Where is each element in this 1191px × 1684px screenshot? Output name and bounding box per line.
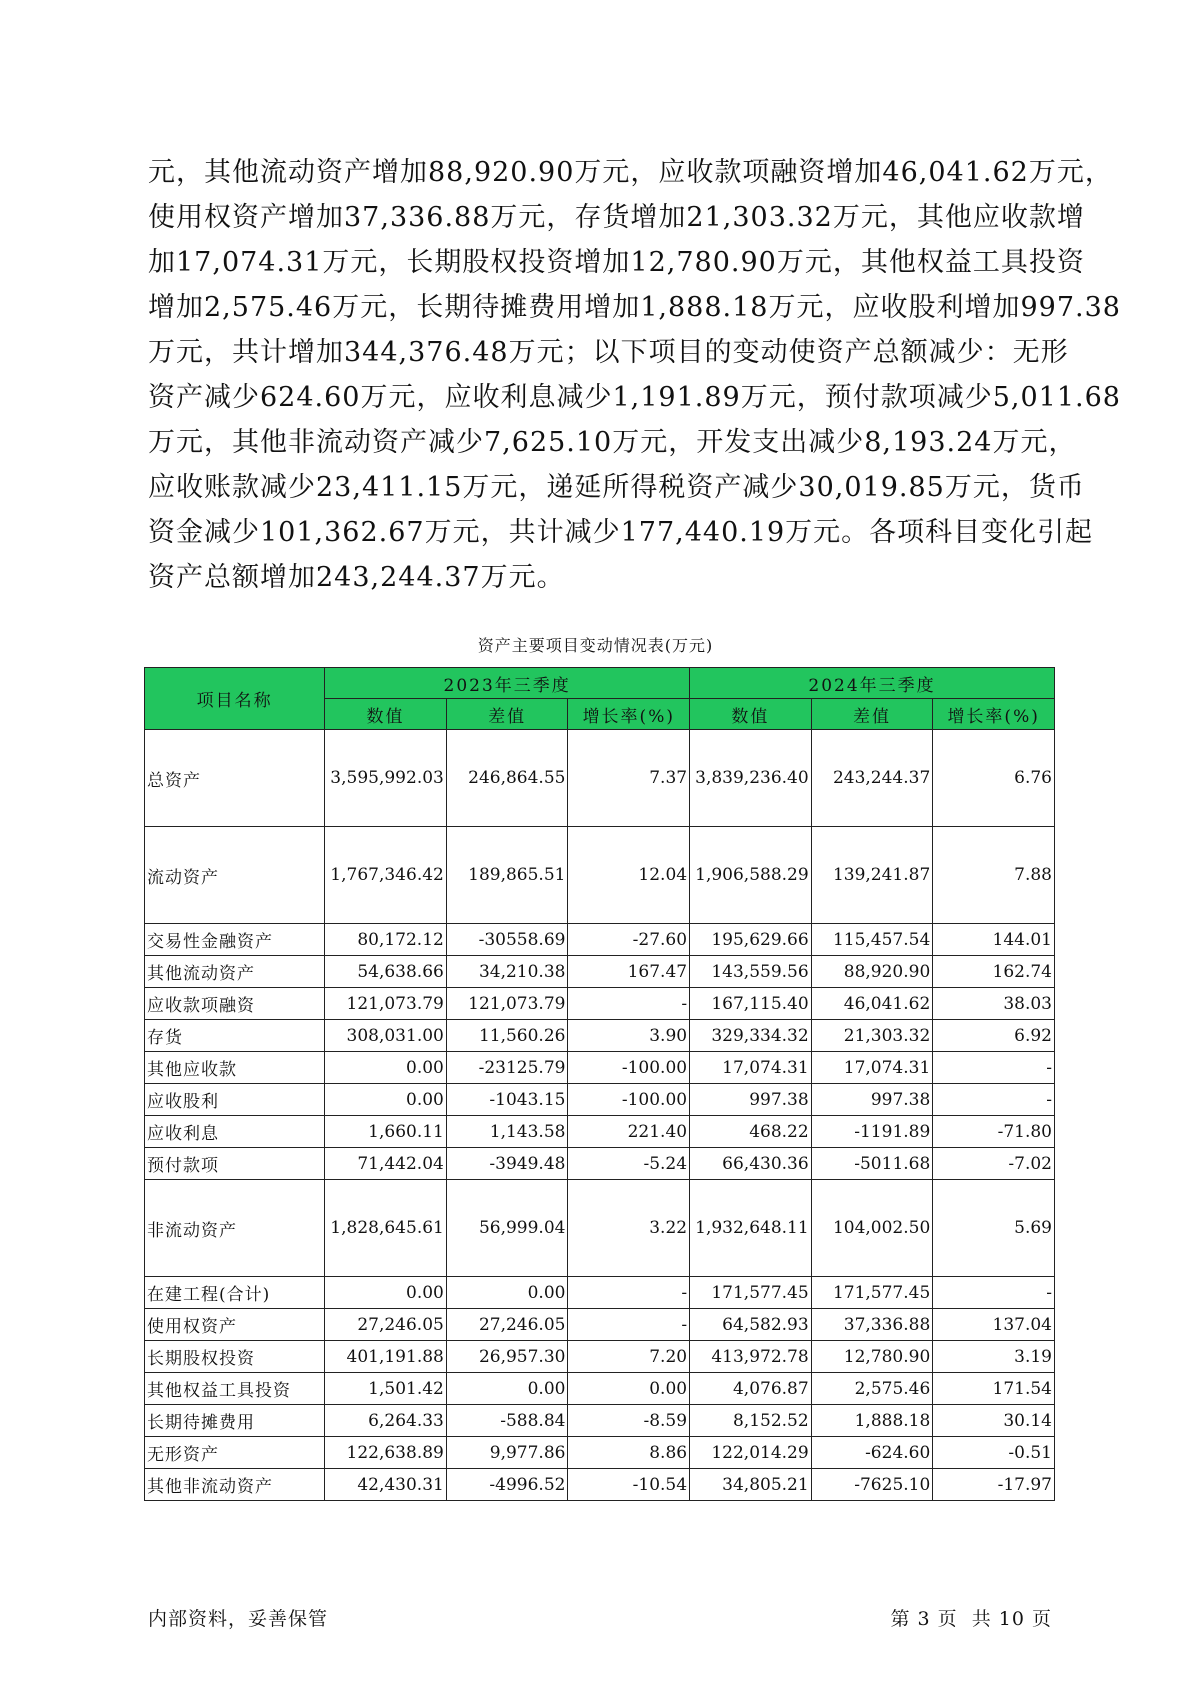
row-item-name: 长期待摊费用 <box>145 1405 325 1437</box>
cell-diff-2023: -1043.15 <box>446 1084 568 1116</box>
cell-diff-2024: 171,577.45 <box>811 1277 933 1309</box>
header-period-2023: 2023年三季度 <box>325 668 690 699</box>
header-item-name: 项目名称 <box>145 668 325 730</box>
cell-diff-2024: 997.38 <box>811 1084 933 1116</box>
cell-value-2023: 308,031.00 <box>325 1020 447 1052</box>
cell-value-2024: 3,839,236.40 <box>690 730 812 827</box>
cell-growth-2023: -27.60 <box>568 924 690 956</box>
header-growth: 增长率(%) <box>933 699 1055 730</box>
cell-growth-2024: 38.03 <box>933 988 1055 1020</box>
cell-growth-2023: -100.00 <box>568 1052 690 1084</box>
cell-growth-2024: 162.74 <box>933 956 1055 988</box>
cell-value-2023: 0.00 <box>325 1084 447 1116</box>
row-item-name: 预付款项 <box>145 1148 325 1180</box>
cell-growth-2023: 167.47 <box>568 956 690 988</box>
cell-growth-2024: -7.02 <box>933 1148 1055 1180</box>
table-row <box>145 827 1055 924</box>
table-row <box>145 1052 1055 1084</box>
cell-diff-2023: 0.00 <box>446 1373 568 1405</box>
table-row <box>145 1437 1055 1469</box>
cell-value-2024: 66,430.36 <box>690 1148 812 1180</box>
cell-value-2024: 195,629.66 <box>690 924 812 956</box>
table-row <box>145 1373 1055 1405</box>
cell-diff-2023: 9,977.86 <box>446 1437 568 1469</box>
row-item-name: 流动资产 <box>145 827 325 924</box>
cell-value-2024: 171,577.45 <box>690 1277 812 1309</box>
cell-value-2024: 17,074.31 <box>690 1052 812 1084</box>
body-paragraph <box>148 150 1121 600</box>
cell-value-2024: 468.22 <box>690 1116 812 1148</box>
cell-value-2023: 0.00 <box>325 1277 447 1309</box>
cell-diff-2024: 104,002.50 <box>811 1180 933 1277</box>
table-row <box>145 1469 1055 1501</box>
header-growth: 增长率(%) <box>568 699 690 730</box>
cell-diff-2023: 0.00 <box>446 1277 568 1309</box>
cell-growth-2023: - <box>568 988 690 1020</box>
table-row <box>145 1309 1055 1341</box>
cell-diff-2024: 17,074.31 <box>811 1052 933 1084</box>
row-item-name: 其他权益工具投资 <box>145 1373 325 1405</box>
row-item-name: 无形资产 <box>145 1437 325 1469</box>
cell-diff-2023: 27,246.05 <box>446 1309 568 1341</box>
cell-diff-2024: -624.60 <box>811 1437 933 1469</box>
paragraph-line: 使用权资产增加37,336.88万元，存货增加21,303.32万元，其他应收款增 <box>148 202 1085 233</box>
cell-growth-2024: - <box>933 1277 1055 1309</box>
cell-diff-2024: 2,575.46 <box>811 1373 933 1405</box>
header-diff: 差值 <box>446 699 568 730</box>
cell-diff-2024: -1191.89 <box>811 1116 933 1148</box>
table-row <box>145 730 1055 827</box>
cell-value-2023: 80,172.12 <box>325 924 447 956</box>
row-item-name: 应收股利 <box>145 1084 325 1116</box>
cell-value-2023: 401,191.88 <box>325 1341 447 1373</box>
paragraph-line: 元，其他流动资产增加88,920.90万元，应收款项融资增加46,041.62万元， <box>148 157 1113 188</box>
cell-growth-2023: -8.59 <box>568 1405 690 1437</box>
cell-diff-2024: 115,457.54 <box>811 924 933 956</box>
cell-value-2023: 0.00 <box>325 1052 447 1084</box>
cell-growth-2023: 8.86 <box>568 1437 690 1469</box>
cell-value-2023: 27,246.05 <box>325 1309 447 1341</box>
cell-diff-2023: 34,210.38 <box>446 956 568 988</box>
cell-diff-2024: 88,920.90 <box>811 956 933 988</box>
table-row <box>145 1405 1055 1437</box>
cell-diff-2023: 121,073.79 <box>446 988 568 1020</box>
cell-value-2023: 121,073.79 <box>325 988 447 1020</box>
paragraph-line: 资产减少624.60万元，应收利息减少1,191.89万元，预付款项减少5,011.68 <box>148 382 1121 413</box>
cell-diff-2024: 21,303.32 <box>811 1020 933 1052</box>
table-body <box>145 730 1055 1501</box>
cell-growth-2024: - <box>933 1052 1055 1084</box>
cell-growth-2023: 7.37 <box>568 730 690 827</box>
cell-diff-2023: 26,957.30 <box>446 1341 568 1373</box>
row-item-name: 其他流动资产 <box>145 956 325 988</box>
cell-diff-2023: 11,560.26 <box>446 1020 568 1052</box>
cell-value-2024: 413,972.78 <box>690 1341 812 1373</box>
cell-value-2023: 1,660.11 <box>325 1116 447 1148</box>
cell-diff-2024: -5011.68 <box>811 1148 933 1180</box>
cell-growth-2024: 6.92 <box>933 1020 1055 1052</box>
table-row <box>145 1277 1055 1309</box>
cell-diff-2023: -588.84 <box>446 1405 568 1437</box>
paragraph-line: 万元，共计增加344,376.48万元；以下项目的变动使资产总额减少：无形 <box>148 337 1069 368</box>
cell-diff-2024: -7625.10 <box>811 1469 933 1501</box>
table-header <box>145 668 1055 730</box>
paragraph-line: 资金减少101,362.67万元，共计减少177,440.19万元。各项科目变化引起 <box>148 517 1094 548</box>
row-item-name: 交易性金融资产 <box>145 924 325 956</box>
cell-growth-2023: 3.90 <box>568 1020 690 1052</box>
paragraph-line: 万元，其他非流动资产减少7,625.10万元，开发支出减少8,193.24万元， <box>148 427 1077 458</box>
table-row <box>145 1148 1055 1180</box>
row-item-name: 长期股权投资 <box>145 1341 325 1373</box>
table-row <box>145 924 1055 956</box>
cell-growth-2023: 7.20 <box>568 1341 690 1373</box>
cell-value-2024: 997.38 <box>690 1084 812 1116</box>
cell-value-2024: 122,014.29 <box>690 1437 812 1469</box>
cell-value-2023: 122,638.89 <box>325 1437 447 1469</box>
cell-diff-2023: 56,999.04 <box>446 1180 568 1277</box>
footer-confidential-note: 内部资料，妥善保管 <box>148 1608 329 1630</box>
row-item-name: 存货 <box>145 1020 325 1052</box>
cell-diff-2024: 46,041.62 <box>811 988 933 1020</box>
cell-growth-2023: -5.24 <box>568 1148 690 1180</box>
footer-page-number: 第 3 页 共 10 页 <box>890 1608 1052 1630</box>
cell-value-2024: 167,115.40 <box>690 988 812 1020</box>
table-row <box>145 1341 1055 1373</box>
cell-value-2023: 42,430.31 <box>325 1469 447 1501</box>
cell-value-2024: 64,582.93 <box>690 1309 812 1341</box>
cell-growth-2024: 6.76 <box>933 730 1055 827</box>
cell-value-2023: 54,638.66 <box>325 956 447 988</box>
cell-growth-2024: 171.54 <box>933 1373 1055 1405</box>
cell-diff-2024: 12,780.90 <box>811 1341 933 1373</box>
cell-diff-2023: 246,864.55 <box>446 730 568 827</box>
cell-growth-2023: -10.54 <box>568 1469 690 1501</box>
table-row <box>145 1180 1055 1277</box>
cell-diff-2023: -4996.52 <box>446 1469 568 1501</box>
cell-value-2024: 34,805.21 <box>690 1469 812 1501</box>
cell-value-2024: 329,334.32 <box>690 1020 812 1052</box>
row-item-name: 使用权资产 <box>145 1309 325 1341</box>
cell-growth-2023: -100.00 <box>568 1084 690 1116</box>
table-row <box>145 1116 1055 1148</box>
cell-growth-2023: 3.22 <box>568 1180 690 1277</box>
row-item-name: 其他非流动资产 <box>145 1469 325 1501</box>
row-item-name: 在建工程(合计) <box>145 1277 325 1309</box>
cell-growth-2024: 137.04 <box>933 1309 1055 1341</box>
header-period-2024: 2024年三季度 <box>690 668 1055 699</box>
cell-value-2024: 143,559.56 <box>690 956 812 988</box>
table-row <box>145 1084 1055 1116</box>
cell-value-2024: 8,152.52 <box>690 1405 812 1437</box>
row-item-name: 应收利息 <box>145 1116 325 1148</box>
table-caption: 资产主要项目变动情况表(万元) <box>477 636 714 655</box>
row-item-name: 其他应收款 <box>145 1052 325 1084</box>
cell-growth-2024: 7.88 <box>933 827 1055 924</box>
header-diff: 差值 <box>811 699 933 730</box>
cell-diff-2024: 139,241.87 <box>811 827 933 924</box>
cell-growth-2024: 30.14 <box>933 1405 1055 1437</box>
cell-diff-2024: 37,336.88 <box>811 1309 933 1341</box>
cell-value-2023: 3,595,992.03 <box>325 730 447 827</box>
table-row <box>145 1020 1055 1052</box>
cell-growth-2024: 144.01 <box>933 924 1055 956</box>
cell-diff-2023: -3949.48 <box>446 1148 568 1180</box>
row-item-name: 应收款项融资 <box>145 988 325 1020</box>
paragraph-line: 应收账款减少23,411.15万元，递延所得税资产减少30,019.85万元，货币 <box>148 472 1085 503</box>
cell-diff-2023: 189,865.51 <box>446 827 568 924</box>
paragraph-line: 资产总额增加243,244.37万元。 <box>148 562 565 593</box>
cell-value-2023: 1,767,346.42 <box>325 827 447 924</box>
cell-diff-2023: -23125.79 <box>446 1052 568 1084</box>
cell-growth-2023: 221.40 <box>568 1116 690 1148</box>
paragraph-line: 增加2,575.46万元，长期待摊费用增加1,888.18万元，应收股利增加997.38 <box>148 292 1121 323</box>
cell-value-2024: 1,906,588.29 <box>690 827 812 924</box>
cell-diff-2024: 243,244.37 <box>811 730 933 827</box>
cell-diff-2023: 1,143.58 <box>446 1116 568 1148</box>
cell-growth-2023: - <box>568 1309 690 1341</box>
cell-value-2023: 1,828,645.61 <box>325 1180 447 1277</box>
cell-growth-2024: -0.51 <box>933 1437 1055 1469</box>
paragraph-line: 加17,074.31万元，长期股权投资增加12,780.90万元，其他权益工具投资 <box>148 247 1085 278</box>
row-item-name: 非流动资产 <box>145 1180 325 1277</box>
cell-growth-2024: 3.19 <box>933 1341 1055 1373</box>
cell-value-2023: 71,442.04 <box>325 1148 447 1180</box>
cell-diff-2023: -30558.69 <box>446 924 568 956</box>
cell-value-2023: 6,264.33 <box>325 1405 447 1437</box>
cell-growth-2024: -17.97 <box>933 1469 1055 1501</box>
asset-change-table <box>144 667 1055 1501</box>
row-item-name: 总资产 <box>145 730 325 827</box>
cell-growth-2024: -71.80 <box>933 1116 1055 1148</box>
cell-value-2023: 1,501.42 <box>325 1373 447 1405</box>
table-row <box>145 988 1055 1020</box>
cell-growth-2023: - <box>568 1277 690 1309</box>
cell-growth-2023: 12.04 <box>568 827 690 924</box>
cell-value-2024: 4,076.87 <box>690 1373 812 1405</box>
cell-value-2024: 1,932,648.11 <box>690 1180 812 1277</box>
cell-growth-2024: - <box>933 1084 1055 1116</box>
header-value: 数值 <box>325 699 447 730</box>
cell-diff-2024: 1,888.18 <box>811 1405 933 1437</box>
header-value: 数值 <box>690 699 812 730</box>
table-row <box>145 956 1055 988</box>
cell-growth-2024: 5.69 <box>933 1180 1055 1277</box>
cell-growth-2023: 0.00 <box>568 1373 690 1405</box>
